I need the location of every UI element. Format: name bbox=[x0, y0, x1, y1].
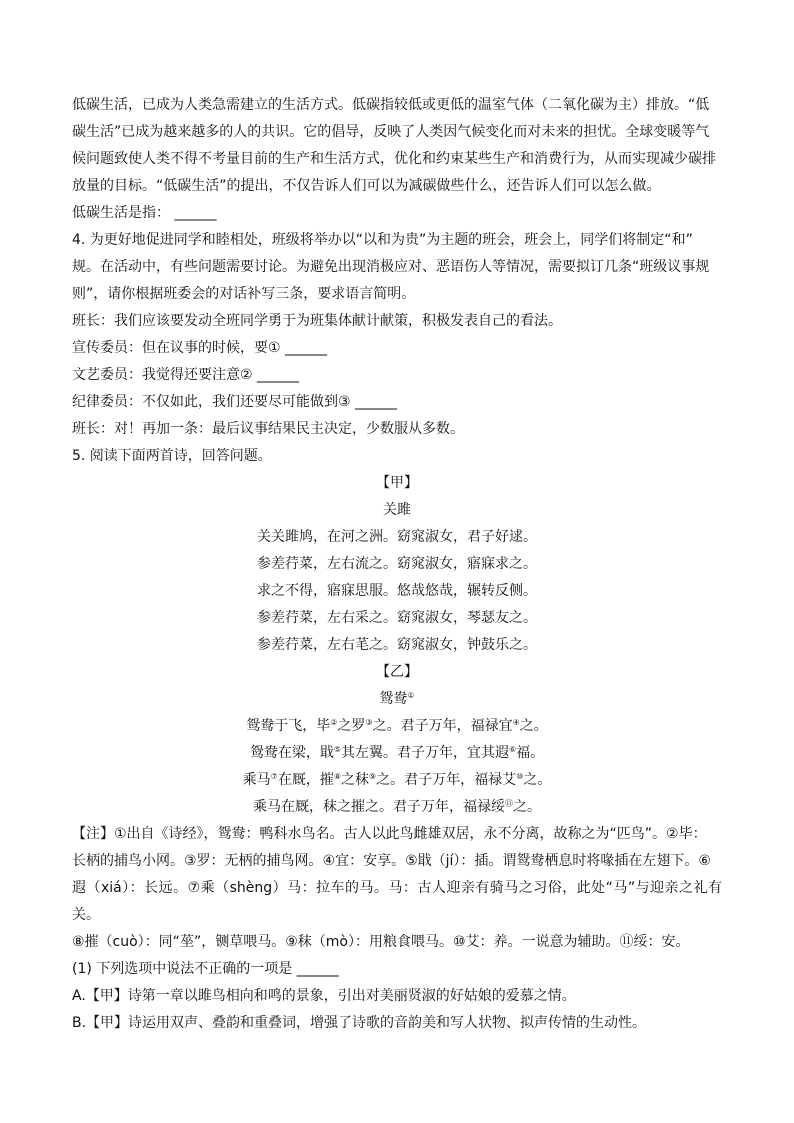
poem-jia-label: 【甲】 bbox=[376, 475, 418, 491]
poem-text: 鸳鸯于飞，毕 bbox=[246, 718, 331, 734]
poem-text: 乘马在厩，秣之摧之。君子万年，福禄绥 bbox=[253, 799, 505, 815]
poem-text: 其左翼。君子万年，宜其遐 bbox=[341, 745, 509, 761]
dialogue-line: 宣传委员：但在议事的时候，要① ______ bbox=[72, 340, 328, 356]
question-4-line: 4. 为更好地促进同学和睦相处，班级将举办以“以和为贵”为主题的班会，班会上，同学们将制定“和” bbox=[72, 232, 693, 248]
passage-line: 碳生活”已成为越来越多的人的共识。它的倡导，反映了人类因气候变化而对未来的担忧。全球变暖等气 bbox=[72, 124, 710, 140]
footnote-marker: ① bbox=[407, 691, 415, 700]
poem-text: 之。君子万年，福禄艾 bbox=[376, 772, 517, 788]
poem-line bbox=[72, 794, 722, 821]
passage-line: 低碳生活，已成为人类急需建立的生活方式。低碳指较低或更低的温室气体（二氧化碳为主）排放。“低 bbox=[72, 97, 710, 113]
dialogue-line: 班长：我们应该要发动全班同学勇于为班集体献计献策，积极发表自己的看法。 bbox=[72, 313, 562, 329]
poem-text: 之。 bbox=[513, 799, 541, 815]
option-a: A.【甲】诗第一章以雎鸟相向和鸣的景象，引出对美丽贤淑的好姑娘的爱慕之情。 bbox=[72, 988, 576, 1004]
poem-line: 参差荇菜，左右采之。窈窕淑女，琴瑟友之。 bbox=[257, 610, 537, 626]
poem-line bbox=[72, 713, 722, 740]
passage-question: 低碳生活是指： ______ bbox=[72, 205, 217, 221]
poem-line: 参差荇菜，左右流之。窈窕淑女，寤寐求之。 bbox=[257, 556, 537, 572]
poem-text: 之罗 bbox=[337, 718, 366, 734]
poem-text: 之。 bbox=[523, 772, 552, 788]
footnote-marker: ② bbox=[330, 718, 338, 727]
footnote-marker: ⑧ bbox=[333, 772, 341, 781]
notes-line: 遐（xiá）：长远。⑦乘（shèng）马：拉车的马。马：古人迎亲有骑马之习俗，此处“马”与迎亲之礼有关。 bbox=[72, 880, 722, 923]
footnote-marker: ⑦ bbox=[270, 772, 278, 781]
poem-text: 乘马 bbox=[242, 772, 271, 788]
poem-line bbox=[72, 740, 722, 767]
poem-text: 在厩，摧 bbox=[277, 772, 334, 788]
passage-line: 放量的目标。“低碳生活”的提出，不仅告诉人们可以为减碳做些什么，还告诉人们可以怎么做。 bbox=[72, 178, 661, 194]
footnote-marker: ⑩ bbox=[516, 772, 524, 781]
poem-line bbox=[72, 767, 722, 794]
question-4-line: 则”，请你根据班委会的对话补写三条，要求语言简明。 bbox=[72, 286, 416, 302]
poem-line: 求之不得，寤寐思服。悠哉悠哉，辗转反侧。 bbox=[257, 583, 537, 599]
question-5-intro: 5. 阅读下面两首诗，回答问题。 bbox=[72, 448, 272, 464]
poem-text: 之。 bbox=[519, 718, 548, 734]
poem-line: 关关雎鸠，在河之洲。窈窕淑女，君子好逑。 bbox=[257, 529, 537, 545]
question-4-line: 规。在活动中，有些问题需要讨论。为避免出现消极应对、恶语伤人等情况，需要拟订几条“班级议事规 bbox=[72, 259, 710, 275]
footnote-marker: ④ bbox=[512, 718, 520, 727]
notes-line: 长柄的捕鸟小网。③罗：无柄的捕鸟网。④宜：安享。⑤戢（jí）：插。谓鸳鸯栖息时将喙插在左翅下。⑥ bbox=[72, 853, 711, 869]
footnote-marker: ③ bbox=[365, 718, 373, 727]
poem-text: 鸳鸯在梁，戢 bbox=[249, 745, 334, 761]
poem-yi-title bbox=[72, 686, 722, 713]
poem-yi-label: 【乙】 bbox=[376, 664, 418, 680]
passage-line: 候问题致使人类不得不考量目前的生产和生活方式，优化和约束某些生产和消费行为，从而实现减少碳排 bbox=[72, 151, 716, 167]
notes-line: 【注】①出自《诗经》，鸳鸯：鸭科水鸟名。古人以此鸟雌雄双居，永不分离，故称之为“匹鸟”。②毕： bbox=[72, 826, 707, 842]
passage bbox=[72, 92, 722, 227]
poem-text: 福。 bbox=[516, 745, 545, 761]
footnote-marker: ⑨ bbox=[369, 772, 377, 781]
footnote-marker: ⑤ bbox=[333, 745, 341, 754]
poem-text: 之。君子万年，福禄宜 bbox=[372, 718, 513, 734]
dialogue-line: 班长：对！再加一条：最后议事结果民主决定，少数服从多数。 bbox=[72, 421, 464, 437]
footnote-marker: ⑪ bbox=[505, 799, 513, 808]
notes bbox=[72, 821, 722, 956]
footnote-marker: ⑥ bbox=[509, 745, 517, 754]
poem-jia-title: 关雎 bbox=[383, 502, 411, 518]
sub-question-1: (1) 下列选项中说法不正确的一项是 ______ bbox=[72, 961, 339, 977]
poem-text: 之秣 bbox=[341, 772, 369, 788]
question-4 bbox=[72, 227, 722, 443]
document-content bbox=[72, 92, 722, 1037]
poem-yi-title-text: 鸳鸯 bbox=[379, 691, 408, 707]
dialogue-line: 纪律委员：不仅如此，我们还要尽可能做到③ ______ bbox=[72, 394, 397, 410]
dialogue-line: 文艺委员：我觉得还要注意② ______ bbox=[72, 367, 300, 383]
option-b: B.【甲】诗运用双声、叠韵和重叠词，增强了诗歌的音韵美和写人状物、拟声传情的生动性。 bbox=[72, 1015, 647, 1031]
question-5 bbox=[72, 443, 722, 1037]
notes-line: ⑧摧（cuò）：同“莝”，铡草喂马。⑨秣（mò）：用粮食喂马。⑩艾：养。一说意为辅助。⑪绥：安。 bbox=[72, 934, 690, 950]
poem-line: 参差荇菜，左右芼之。窈窕淑女，钟鼓乐之。 bbox=[257, 637, 537, 653]
